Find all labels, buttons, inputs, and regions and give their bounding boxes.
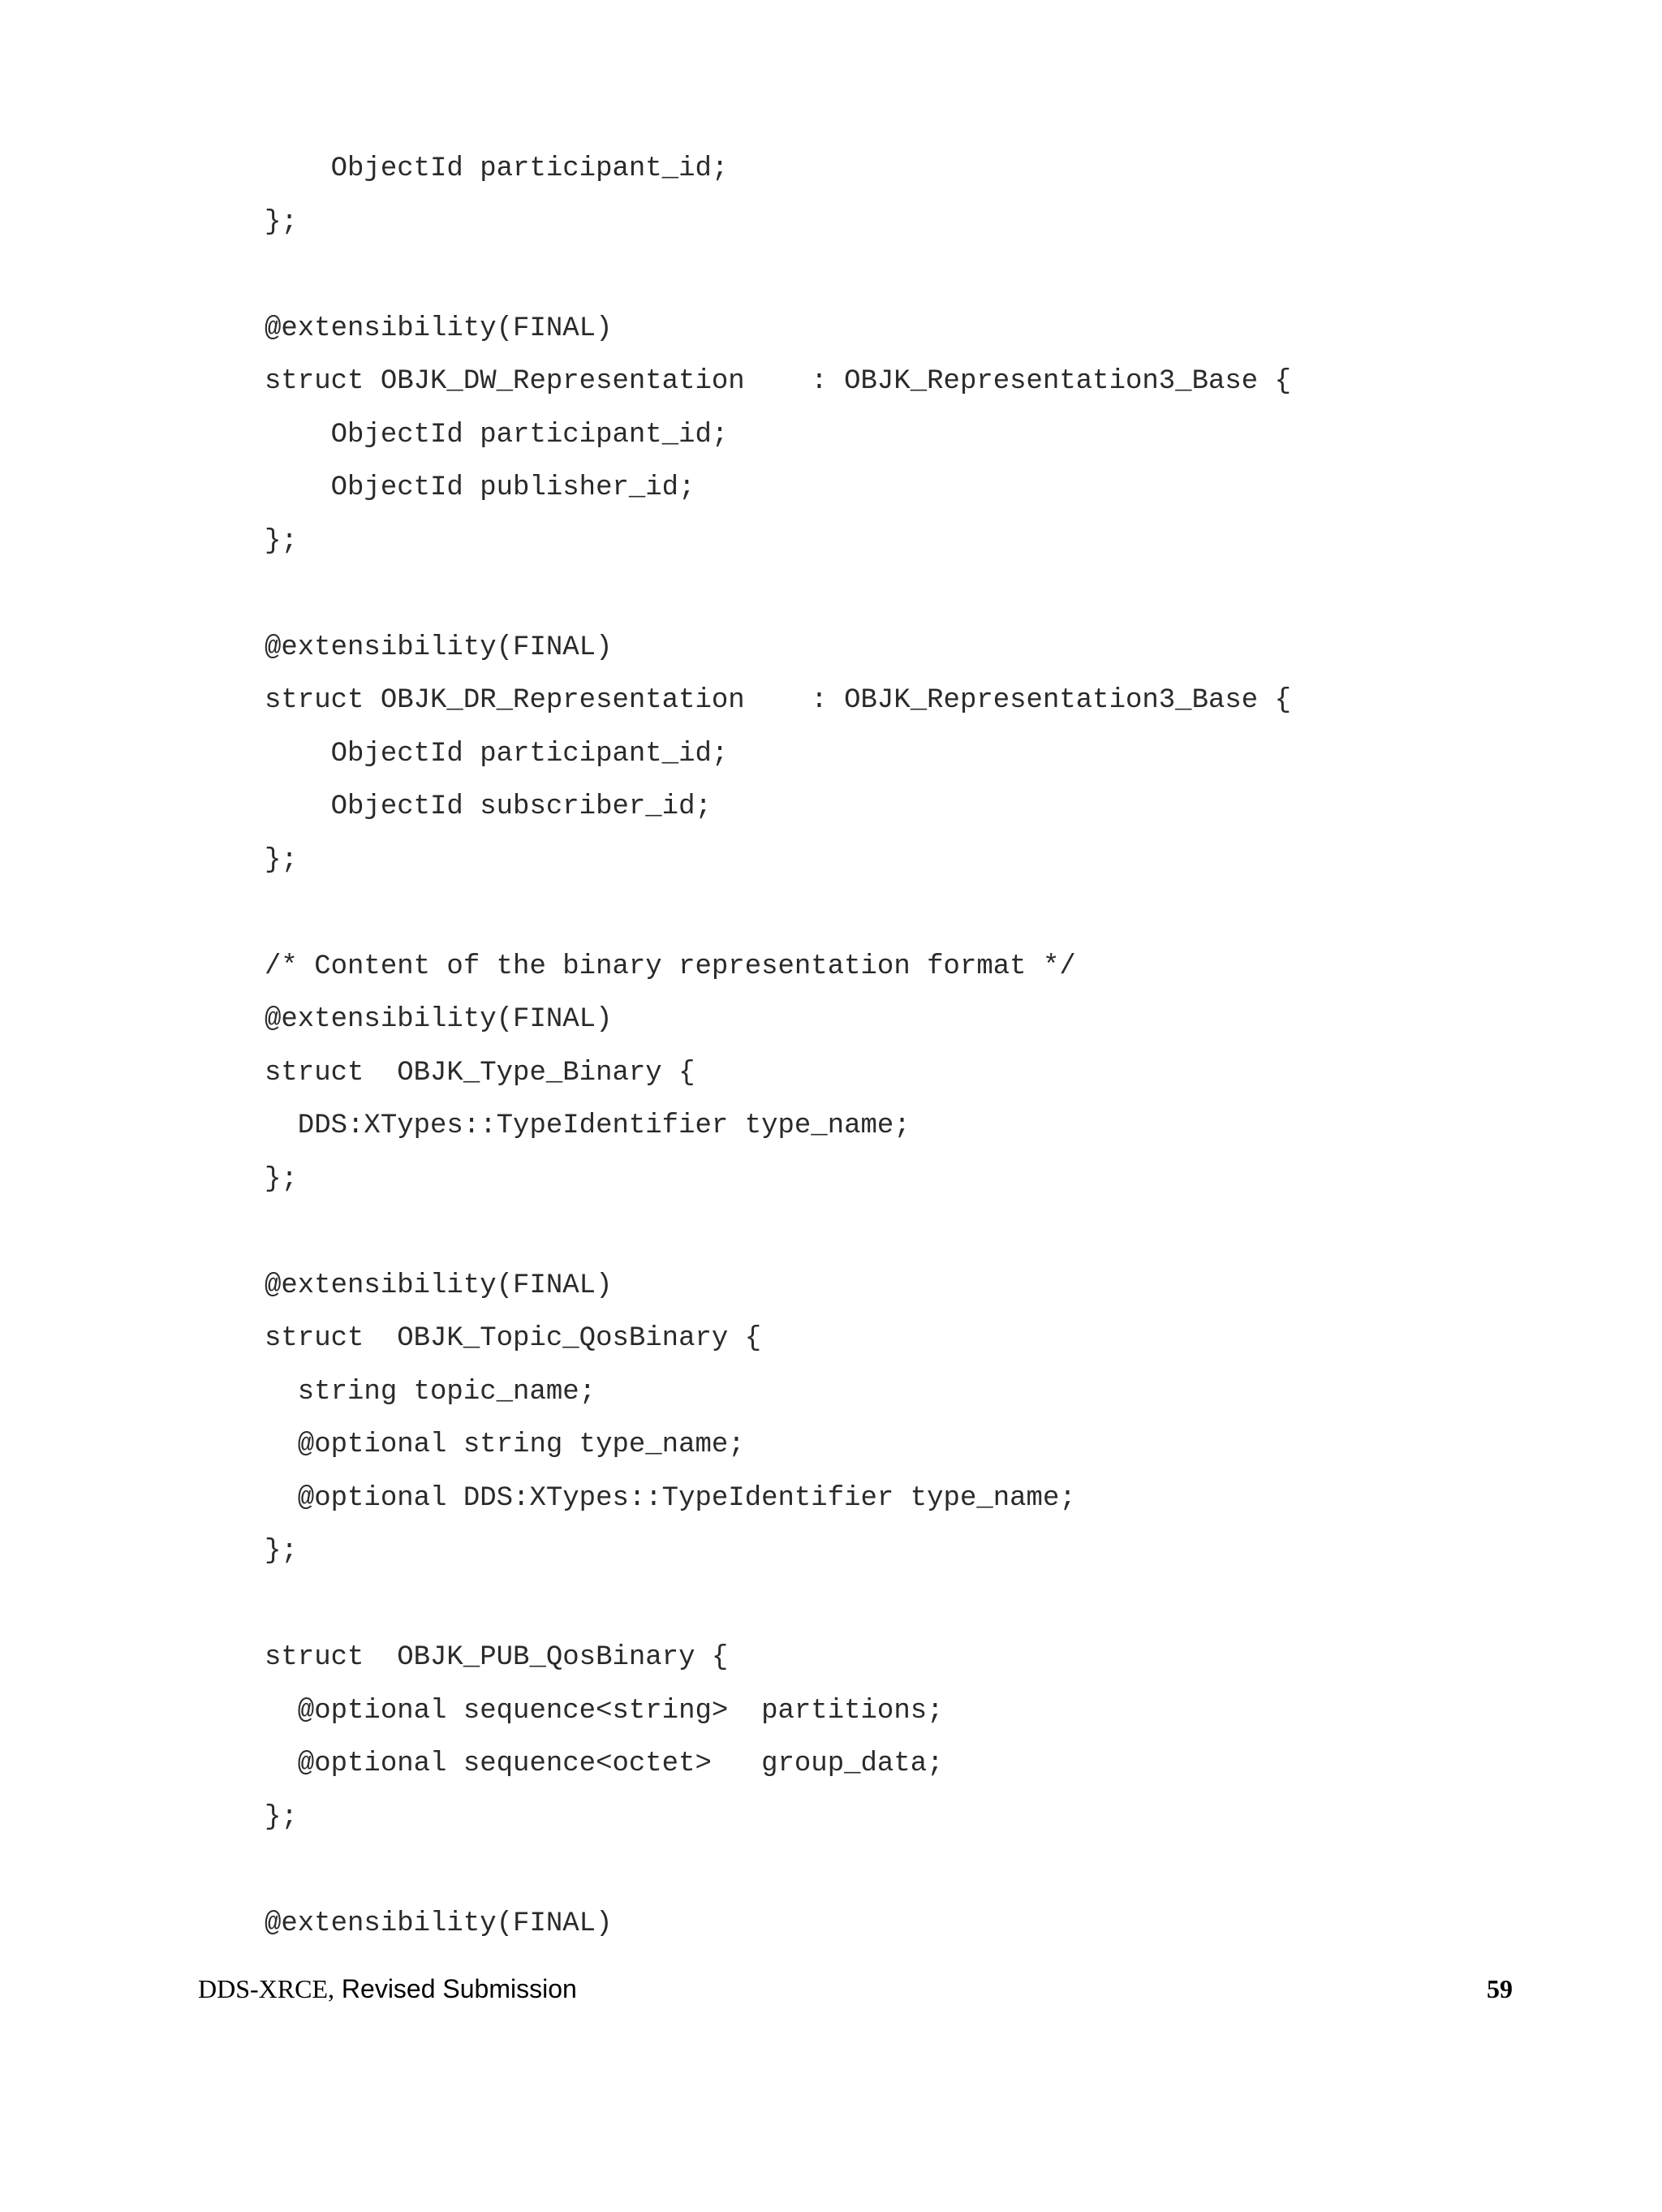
code-line: @extensibility(FINAL) <box>265 313 613 344</box>
code-line: ObjectId subscriber_id; <box>265 791 712 822</box>
code-line: }; <box>265 844 298 876</box>
code-line: string topic_name; <box>265 1376 596 1408</box>
code-line: /* Content of the binary representation format */ <box>265 951 1076 982</box>
code-line: @optional sequence<string> partitions; <box>265 1695 944 1727</box>
footer-page-number: 59 <box>1487 1974 1513 2003</box>
code-line: struct OBJK_DR_Representation : OBJK_Representation3_Base { <box>265 685 1292 716</box>
code-line: }; <box>265 206 298 238</box>
code-line: ObjectId publisher_id; <box>265 472 695 503</box>
code-line <box>265 1579 1547 1632</box>
code-line: @extensibility(FINAL) <box>265 1270 613 1301</box>
code-block <box>265 143 1547 1951</box>
code-line: }; <box>265 1536 298 1567</box>
code-line: @optional sequence<octet> group_data; <box>265 1748 944 1779</box>
code-line: @optional string type_name; <box>265 1429 745 1460</box>
code-line <box>265 887 1547 941</box>
code-line: @extensibility(FINAL) <box>265 1004 613 1035</box>
code-line: }; <box>265 525 298 557</box>
footer-document-title <box>198 1974 577 2004</box>
code-line: }; <box>265 1163 298 1195</box>
code-line: @extensibility(FINAL) <box>265 632 613 663</box>
code-line: struct OBJK_Type_Binary { <box>265 1057 695 1089</box>
code-line: ObjectId participant_id; <box>265 419 729 451</box>
code-line: ObjectId participant_id; <box>265 738 729 770</box>
code-line: struct OBJK_Topic_QosBinary { <box>265 1323 762 1354</box>
page-footer <box>198 1974 1513 2023</box>
code-line: DDS:XTypes::TypeIdentifier type_name; <box>265 1110 911 1141</box>
footer-doc-subtitle: Revised Submission <box>334 1974 577 2003</box>
code-line: @optional DDS:XTypes::TypeIdentifier type_name; <box>265 1482 1076 1514</box>
code-line <box>265 249 1547 303</box>
code-line: @extensibility(FINAL) <box>265 1908 613 1939</box>
code-line <box>265 1844 1547 1898</box>
code-line: }; <box>265 1801 298 1833</box>
code-line <box>265 568 1547 622</box>
footer-doc-title: DDS-XRCE, <box>198 1974 335 2003</box>
code-line <box>265 1206 1547 1260</box>
code-line: struct OBJK_DW_Representation : OBJK_Representation3_Base { <box>265 366 1292 397</box>
code-line: ObjectId participant_id; <box>265 153 729 184</box>
code-line: struct OBJK_PUB_QosBinary { <box>265 1642 729 1673</box>
